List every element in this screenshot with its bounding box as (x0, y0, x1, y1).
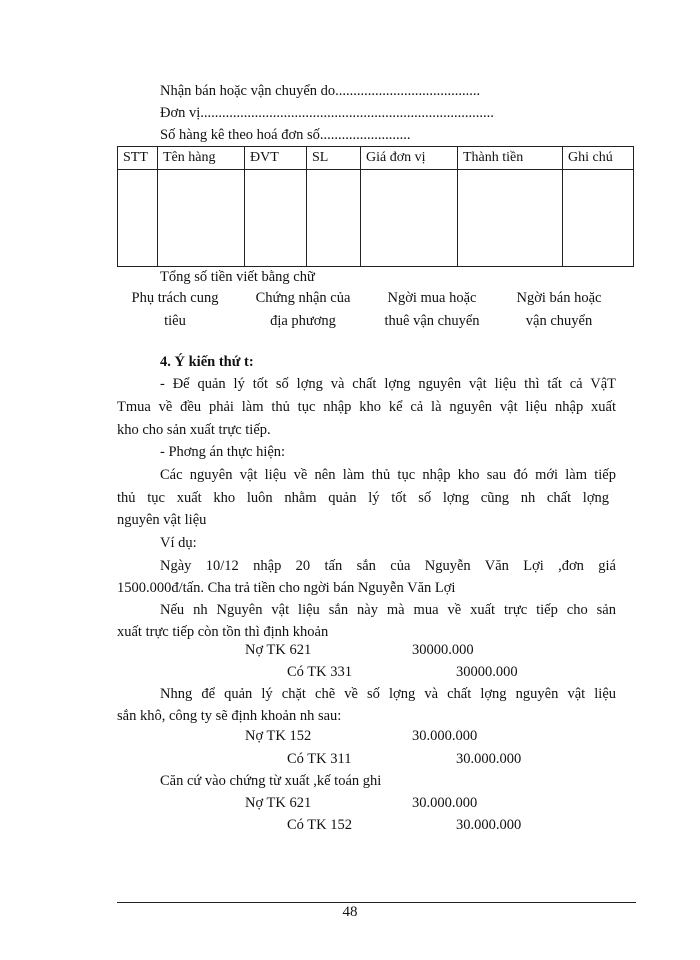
invoice-line: Số hàng kê theo hoá đơn số......................... (160, 127, 411, 143)
total-in-words: Tổng số tiền viết bằng chữ (160, 269, 315, 285)
col-header-amount: Thành tiền (458, 147, 563, 170)
col-header-qty: SL (307, 147, 361, 170)
table-cell (458, 170, 563, 267)
entry3-debit-amount: 30.000.000 (412, 795, 478, 811)
table-cell (158, 170, 245, 267)
table-cell (245, 170, 307, 267)
para4-line1: Nếu nh Nguyên vật liệu sắn này mà mua về xuất trực tiếp cho sản (160, 602, 616, 618)
signature-local-certification: Chứng nhận của địa phương (255, 290, 351, 329)
table-cell (361, 170, 458, 267)
para1-line3: kho cho sản xuất trực tiếp. (117, 422, 271, 438)
col-header-stt: STT (118, 147, 158, 170)
entry1-credit-amount: 30000.000 (456, 664, 518, 680)
entry2-debit-amount: 30.000.000 (412, 728, 478, 744)
table-cell (563, 170, 634, 267)
plan-heading: - Phơng án thực hiện: (160, 444, 286, 460)
entry2-credit-label: Có TK 311 (287, 751, 352, 767)
receiver-line: Nhận bán hoặc vận chuyển do........................................ (160, 83, 481, 99)
table-cell (307, 170, 361, 267)
example-heading: Ví dụ: (160, 535, 197, 551)
entry2-debit-label: Nợ TK 152 (245, 728, 312, 744)
entry1-debit-label: Nợ TK 621 (245, 642, 312, 658)
para3-line1: Ngày 10/12 nhập 20 tấn sắn của Nguyễn Văn Lợi ,đơn giá (160, 558, 616, 574)
goods-table (117, 146, 634, 267)
table-row (118, 170, 634, 267)
para1-line1: - Để quản lý tốt số lợng và chất lợng nguyên vật liệu thì tất cả VậT (160, 376, 616, 392)
signature-seller: Ngời bán hoặc vận chuyển (516, 290, 602, 329)
entry3-credit-amount: 30.000.000 (456, 817, 522, 833)
col-header-price: Giá đơn vị (361, 147, 458, 170)
col-header-note: Ghi chú (563, 147, 634, 170)
entry3-debit-label: Nợ TK 621 (245, 795, 312, 811)
table-header-row (118, 147, 634, 170)
table-cell (118, 170, 158, 267)
entry3-credit-label: Có TK 152 (287, 817, 352, 833)
para6: Căn cứ vào chứng từ xuất ,kế toán ghi (160, 773, 382, 789)
para5-line1: Nhng để quản lý chặt chẽ về số lợng và chất lợng nguyên vật liệu (160, 686, 616, 702)
entry2-credit-amount: 30.000.000 (456, 751, 522, 767)
page-number: 48 (342, 904, 358, 920)
para4-line2: xuất trực tiếp còn tồn thì định khoản (117, 624, 329, 640)
signature-supply-manager: Phụ trách cung tiêu (131, 290, 219, 329)
footer-divider (117, 902, 636, 903)
para2-line2: thủ tục xuất kho luôn nhằm quản lý tốt số lợng cũng nh chất lợng (117, 490, 609, 506)
unit-line: Đơn vị................................................................................. (160, 105, 494, 121)
para2-line1: Các nguyên vật liệu về nên làm thủ tục nhập kho sau đó mới làm tiếp (160, 467, 616, 483)
para3-line2: 1500.000đ/tấn. Cha trả tiền cho ngời bán Nguyễn Văn Lợi (117, 580, 456, 596)
col-header-unit: ĐVT (245, 147, 307, 170)
section-title: 4. Ý kiến thứ t: (160, 354, 254, 370)
entry1-credit-label: Có TK 331 (287, 664, 352, 680)
signature-buyer: Ngời mua hoặc thuê vận chuyển (384, 290, 480, 329)
para2-line3: nguyên vật liệu (117, 512, 207, 528)
para5-line2: sắn khô, công ty sẽ định khoản nh sau: (117, 708, 342, 724)
para1-line2: Tmua về đều phải làm thủ tục nhập kho kể cả là nguyên vật liệu nhập xuất (117, 399, 616, 415)
entry1-debit-amount: 30000.000 (412, 642, 474, 658)
col-header-name: Tên hàng (158, 147, 245, 170)
